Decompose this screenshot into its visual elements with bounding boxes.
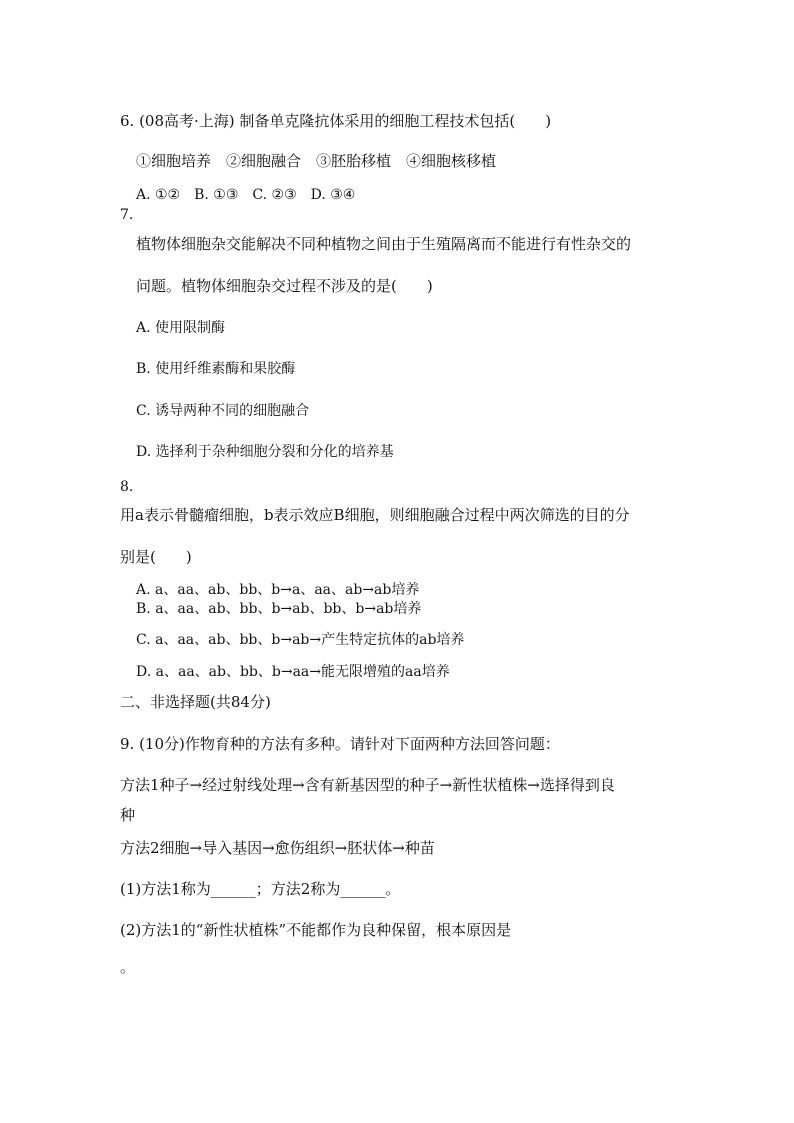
q9-sub1: (1)方法1称为______；方法2称为______。: [120, 880, 401, 898]
q6-items: ①细胞培养 ②细胞融合 ③胚胎移植 ④细胞核移植: [136, 152, 497, 170]
q9-sub2: (2)方法1的“新性状植株”不能都作为良种保留，根本原因是: [120, 921, 512, 939]
q7-number: 7.: [120, 207, 134, 223]
section2-title: 二、非选择题(共84分): [120, 693, 271, 711]
q8-option-a: A. a、aa、ab、bb、b→a、aa、ab→ab培养: [136, 582, 420, 598]
q8-option-c: C. a、aa、ab、bb、b→ab→产生特定抗体的ab培养: [136, 632, 465, 648]
q8-stem-line1: 用a表示骨髓瘤细胞，b表示效应B细胞，则细胞融合过程中两次筛选的目的分: [120, 506, 630, 524]
q8-number: 8.: [120, 479, 134, 495]
q7-option-b: B. 使用纤维素酶和果胶酶: [136, 361, 296, 377]
q8-stem-line2: 别是( ): [120, 548, 192, 566]
q7-option-c: C. 诱导两种不同的细胞融合: [136, 403, 310, 419]
q9-method2: 方法2细胞→导入基因→愈伤组织→胚状体→种苗: [120, 839, 435, 857]
q8-option-b: B. a、aa、ab、bb、b→ab、bb、b→ab培养: [136, 601, 422, 617]
q6-choices: A. ①② B. ①③ C. ②③ D. ③④: [136, 187, 356, 203]
q6-stem: 6. (08高考·上海) 制备单克隆抗体采用的细胞工程技术包括( ): [120, 112, 552, 130]
q9-stem: 9. (10分)作物育种的方法有多种。请针对下面两种方法回答问题：: [120, 735, 560, 753]
q7-stem-line1: 植物体细胞杂交能解决不同种植物之间由于生殖隔离而不能进行有性杂交的: [136, 235, 632, 253]
q9-sub2-end: 。: [120, 958, 136, 976]
q8-option-d: D. a、aa、ab、bb、b→aa→能无限增殖的aa培养: [136, 664, 450, 680]
q7-option-d: D. 选择利于杂种细胞分裂和分化的培养基: [136, 444, 394, 460]
q7-stem-line2: 问题。植物体细胞杂交过程不涉及的是( ): [136, 277, 433, 295]
q7-option-a: A. 使用限制酶: [136, 320, 226, 336]
q9-method1-line2: 种: [120, 806, 136, 824]
q9-method1-line1: 方法1种子→经过射线处理→含有新基因型的种子→新性状植株→选择得到良: [120, 776, 615, 794]
